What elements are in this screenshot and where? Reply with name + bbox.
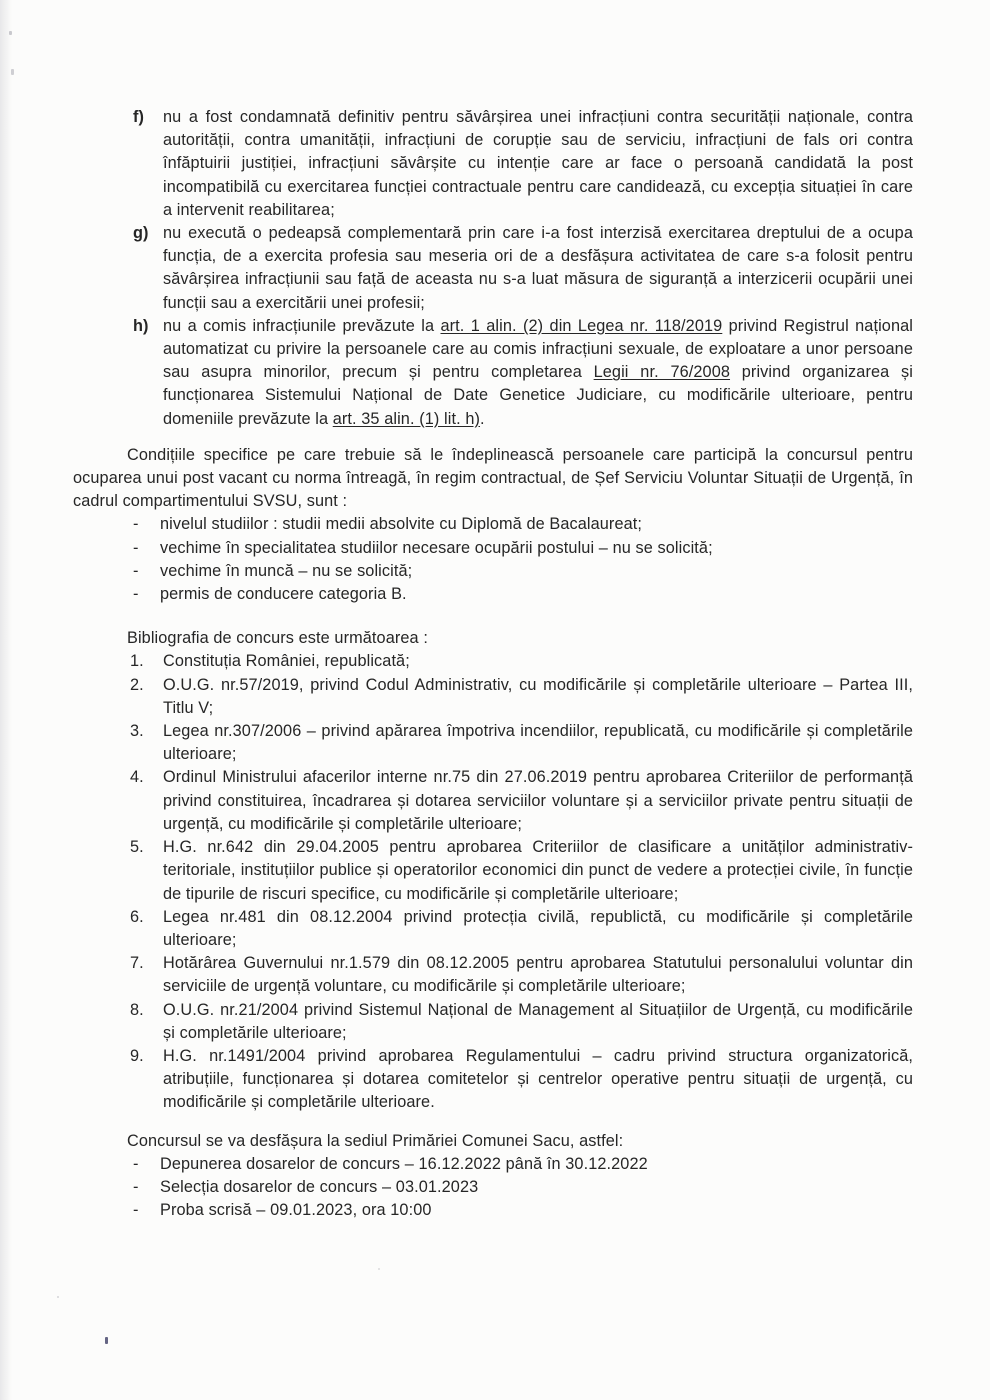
dash-marker: -: [133, 585, 139, 604]
dash-marker: -: [133, 1201, 139, 1220]
scan-speckle: [57, 1296, 59, 1298]
bibliography-item: [73, 836, 913, 906]
item-number: 7.: [130, 954, 144, 973]
item-f-label: f): [133, 108, 145, 126]
lettered-item-g: [73, 222, 913, 315]
condition-item: [73, 560, 913, 583]
schedule-item-text: Proba scrisă – 09.01.2023, ora 10:00: [160, 1201, 432, 1220]
bibliography-item: [73, 906, 913, 952]
condition-item: [73, 513, 913, 536]
scanner-edge-shadow: [0, 0, 12, 1400]
schedule-item: [73, 1153, 913, 1176]
lettered-item-f: [73, 106, 913, 222]
item-number: 6.: [130, 907, 144, 926]
conditions-intro-paragraph: Condițiile specifice pe care trebuie să le îndeplinească persoanele care participă la concursul pentru ocuparea unui post vacant cu norma întreagă, în regim contractual, de Șef Serviciu Voluntar Situații de Urgență, în cadrul compartimentului SVSU, sunt :: [73, 445, 913, 511]
scan-speckle: [9, 31, 12, 35]
scan-speckle: [378, 1268, 380, 1270]
text-segment: privind organizarea și funcționarea Sistemului Național de Date Genetice Judiciare, cu modificările ulterioare, pentru domeniile prevăzute la: [163, 363, 914, 428]
condition-item-text: vechime în muncă – nu se solicită;: [160, 561, 413, 580]
scan-speckle: [11, 69, 14, 75]
bibliography-item-text: H.G. nr.642 din 29.04.2005 pentru aprobarea Criteriilor de clasificare a unităților administrativ-teritoriale, instituțiilor publice și operatorilor economici din punct de vedere a protecției civile, în funcție de tipurile de riscuri specifice, cu modificările și completările ulterioare;: [163, 838, 913, 903]
legal-reference-underlined: art. 35 alin. (1) lit. h): [332, 409, 481, 428]
bibliography-item-text: Legea nr.481 din 08.12.2004 privind protecția civilă, republictă, cu modificările și completările ulterioare;: [163, 907, 913, 949]
bibliography-item-text: O.U.G. nr.21/2004 privind Sistemul Național de Management al Situațiilor de Urgență, cu modificările și completările ulterioare;: [163, 1000, 913, 1042]
item-number: 4.: [130, 768, 144, 787]
scan-speckle: [105, 1337, 108, 1344]
item-number: 2.: [130, 675, 144, 694]
item-number: 5.: [130, 838, 144, 857]
item-number: 3.: [130, 722, 144, 741]
schedule-item: [73, 1176, 913, 1199]
bibliography-item: [73, 650, 913, 673]
schedule-intro-paragraph: Concursul se va desfășura la sediul Primăriei Comunei Sacu, astfel:: [127, 1131, 624, 1150]
text-segment: privind Registrul național automatizat cu privire la persoanele care au comis infracțiuni sexuale, de exploatare a unor persoane sau asupra minorilor, precum și pentru completarea: [163, 316, 913, 382]
schedule-item-text: Depunerea dosarelor de concurs – 16.12.2022 până în 30.12.2022: [160, 1154, 648, 1173]
bibliography-item-text: Hotărârea Guvernului nr.1.579 din 08.12.2005 pentru aprobarea Statutului personalului voluntar din serviciile de urgență voluntare, cu modificările și completările ulterioare;: [163, 954, 913, 996]
schedule-item-text: Selecția dosarelor de concurs – 03.01.2023: [160, 1177, 479, 1196]
item-h-text: [163, 315, 913, 431]
text-segment: nu a comis infracțiunile prevăzute la: [163, 316, 441, 335]
lettered-item-h: [73, 315, 913, 431]
bibliography-item-text: H.G. nr.1491/2004 privind aprobarea Regulamentului – cadru privind structura organizatorică, atribuțiile, funcționarea și dotarea comitetelor și centrelor operative pentru situații de urgență, cu modificările și completările ulterioare.: [163, 1046, 913, 1112]
dash-marker: -: [133, 561, 139, 580]
item-number: 8.: [130, 1000, 144, 1019]
item-g-label: g): [133, 224, 149, 243]
item-g-text: nu execută o pedeapsă complementară prin care i-a fost interzisă exercitarea dreptului de a ocupa funcția, de a exercita profesia sau meseria ori de a desfășura activitatea de care s-a folosit pentru săvârșirea infracțiunii sau față de aceasta nu s-a luat măsura de siguranță a interzicerii ocupării unei funcții sau a exercitării unei profesii;: [163, 224, 913, 312]
bibliography-item: [73, 999, 913, 1045]
condition-item: [73, 583, 913, 606]
item-number: 1.: [130, 652, 144, 671]
bibliography-item-text: Constituția României, republicată;: [163, 652, 410, 671]
bibliography-heading: Bibliografia de concurs este următoarea :: [127, 629, 428, 648]
item-f-text: nu a fost condamnată definitiv pentru săvârșirea unei infracțiuni contra securității naționale, contra autorității, contra umanității, infracțiuni de corupție sau de serviciu, infracțiuni de fals ori contra înfăptuirii justiției, infracțiuni săvârșite cu intenție care ar face o persoană candidată la post incompatibilă cu exercitarea funcției contractuale pentru care candidează, cu excepția situației în care a intervenit reabilitarea;: [163, 108, 913, 219]
bibliography-item: [73, 952, 913, 998]
condition-item: [73, 537, 913, 560]
bibliography-item-text: O.U.G. nr.57/2019, privind Codul Administrativ, cu modificările și completările ulterioare – Partea III, Titlu V;: [163, 675, 913, 717]
dash-marker: -: [133, 1177, 139, 1196]
legal-reference-underlined: art. 1 alin. (2) din Legea nr. 118/2019: [440, 316, 723, 335]
bibliography-item: [73, 766, 913, 836]
text-segment: .: [480, 409, 485, 428]
item-h-label: h): [133, 316, 149, 335]
condition-item-text: vechime în specialitatea studiilor necesare ocupării postului – nu se solicită;: [160, 538, 713, 557]
bibliography-item-text: Legea nr.307/2006 – privind apărarea împotriva incendiilor, republicată, cu modificările și completările ulterioare;: [163, 722, 913, 764]
dash-marker: -: [133, 538, 139, 557]
schedule-item: [73, 1199, 913, 1222]
bibliography-item: [73, 720, 913, 766]
bibliography-item-text: Ordinul Ministrului afacerilor interne nr.75 din 27.06.2019 pentru aprobarea Criteriilor de performanță privind constituirea, încadrarea și dotarea serviciilor voluntare și a serviciilor private pentru situații de urgență, cu modificările și completările ulterioare;: [163, 768, 913, 833]
legal-reference-underlined: Legii nr. 76/2008: [593, 363, 731, 382]
bibliography-item: [73, 674, 913, 720]
dash-marker: -: [133, 1154, 139, 1173]
item-number: 9.: [130, 1046, 144, 1065]
condition-item-text: nivelul studiilor : studii medii absolvite cu Diplomă de Bacalaureat;: [160, 515, 643, 534]
bibliography-item: [73, 1045, 913, 1115]
dash-marker: -: [133, 515, 139, 534]
condition-item-text: permis de conducere categoria B.: [160, 585, 407, 604]
document-page: [73, 106, 913, 1222]
